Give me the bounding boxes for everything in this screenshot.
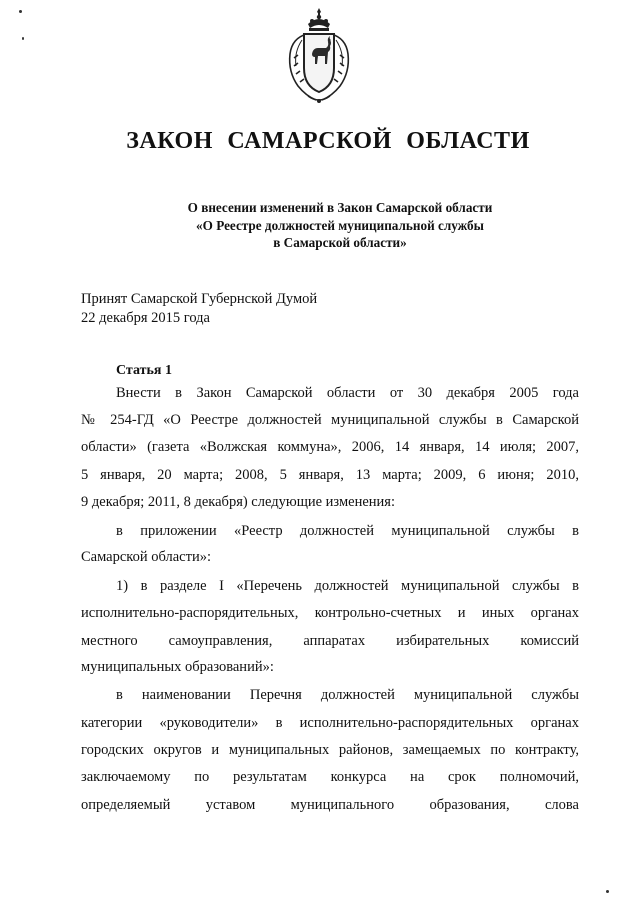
body-line: Самарской области»: bbox=[81, 549, 211, 565]
body-line: заключаемому по результатам конкурса на срок полномочий, bbox=[81, 769, 579, 785]
body-line: 5 января, 20 марта; 2008, 5 января, 13 марта; 2009, 6 июня; 2010, bbox=[81, 467, 579, 483]
body-line: местного самоуправления, аппаратах избирательных комиссий bbox=[81, 633, 579, 649]
adoption-line: 22 декабря 2015 года bbox=[81, 310, 210, 326]
body-line: муниципальных образований»: bbox=[81, 659, 274, 675]
body-line: 1) в разделе I «Перечень должностей муниципальной службы в bbox=[116, 578, 579, 594]
body-line: в наименовании Перечня должностей муниципальной службы bbox=[116, 687, 579, 703]
scan-speck bbox=[606, 890, 609, 893]
body-line: Внести в Закон Самарской области от 30 декабря 2005 года bbox=[116, 385, 579, 401]
body-line: городских округов и муниципальных районов, замещаемых по контракту, bbox=[81, 742, 579, 758]
scan-speck bbox=[19, 10, 22, 13]
samara-region-coat-of-arms-icon bbox=[282, 6, 356, 106]
body-line: 9 декабря; 2011, 8 декабря) следующие изменения: bbox=[81, 494, 395, 510]
body-line: области» (газета «Волжская коммуна», 2006, 14 января, 14 июля; 2007, bbox=[81, 439, 579, 455]
adoption-note bbox=[81, 290, 317, 328]
adoption-line: Принят Самарской Губернской Думой bbox=[81, 291, 318, 307]
body-line: определяемый уставом муниципального образования, слова bbox=[81, 797, 579, 813]
subtitle-line: «О Реестре должностей муниципальной службы bbox=[196, 217, 484, 233]
body-line: исполнительно-распорядительных, контрольно-счетных и иных органах bbox=[81, 605, 579, 621]
body-line: № 254-ГД «О Реестре должностей муниципальной службы в Самарской bbox=[81, 412, 579, 428]
article-heading: Статья 1 bbox=[116, 363, 172, 378]
document-subtitle bbox=[130, 199, 550, 252]
scan-speck bbox=[22, 37, 24, 40]
body-line: в приложении «Реестр должностей муниципальной службы в bbox=[116, 523, 579, 539]
subtitle-line: в Самарской области» bbox=[273, 235, 407, 250]
subtitle-line: О внесении изменений в Закон Самарской области bbox=[187, 200, 493, 215]
document-title: ЗАКОН САМАРСКОЙ ОБЛАСТИ bbox=[126, 128, 530, 154]
body-line: категории «руководители» в исполнительно-распорядительных органах bbox=[81, 715, 579, 731]
